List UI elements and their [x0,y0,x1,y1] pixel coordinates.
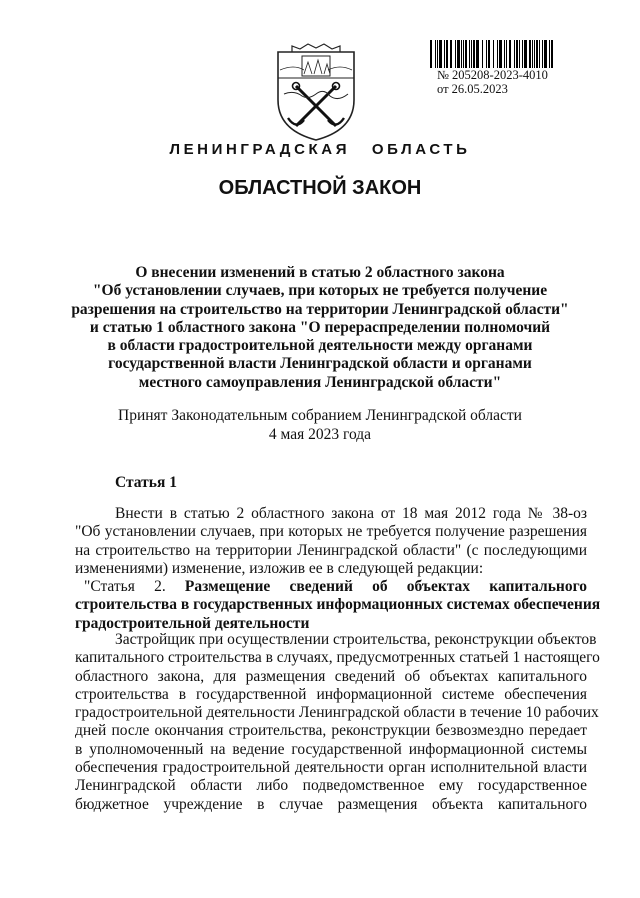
doc-number: № 205208-2023-4010 [437,68,548,82]
text-line: дней после окончания строительства, реконструкции безвозмездно передает [75,722,587,740]
text-line: бюджетное учреждение в случае размещения объекта капитального [75,795,587,813]
text-line: изменениями) изменение, изложив ее в следующей редакции: [75,559,484,577]
text-line: в уполномоченный на ведение государственной информационной системы [75,740,587,758]
doc-date: от 26.05.2023 [437,82,508,96]
article-paragraph [75,631,600,814]
law-type-heading: ОБЛАСТНОЙ ЗАКОН [218,177,422,199]
law-title [60,264,580,392]
title-line: О внесении изменений в статью 2 областного закона [135,264,505,281]
quoted-article-label: "Статья 2. [84,578,166,596]
title-line: "Об установлении случаев, при которых не требуется получение [92,282,548,300]
title-line: местного самоуправления Ленинградской области" [138,373,502,391]
text-line: на строительство на территории Ленинградской области" (с последующими [75,541,587,559]
document-registration-number [437,68,548,96]
text-line: Внести в статью 2 областного закона от 18 мая 2012 года № 38-оз [115,505,587,522]
adoption-line: 4 мая 2023 года [268,425,372,443]
quoted-article-title: Размещение сведений об объектах капитального [184,578,588,596]
leningrad-oblast-coat-of-arms-icon [274,38,358,142]
quoted-article-heading-line [75,578,587,596]
text-line: градостроительной деятельности Ленинградской области в течение 10 рабочих [75,704,599,722]
article-heading: Статья 1 [115,474,177,491]
adoption-line: Принят Законодательным собранием Ленинградской области [118,407,522,424]
title-line: государственной власти Ленинградской области и органами [108,355,532,373]
text-line: "Об установлении случаев, при которых не требуется получение разрешения [75,523,587,541]
title-line: разрешения на строительство на территории Ленинградской области" [71,300,569,318]
quoted-article-title-line: строительства в государственных информационных системах обеспечения [75,596,601,614]
text-line: капитального строительства в случаях, предусмотренных статьей 1 настоящего [75,649,600,667]
quoted-article-title-line: градостроительной деятельности [75,614,310,632]
text-line: Застройщик при осуществлении строительства, реконструкции объектов [115,631,597,648]
text-line: областного закона, для размещения сведений об объектах капитального [75,667,587,685]
text-line: Ленинградской области либо подведомственное ему государственное [75,777,587,795]
text-line: строительства в государственной информационной системе обеспечения [75,685,587,703]
title-line: в области градостроительной деятельности между органами [107,337,533,355]
barcode-icon [430,40,555,68]
title-line: и статью 1 областного закона "О перераспределении полномочий [89,318,551,336]
article-paragraph [75,505,601,633]
text-line: обеспечения градостроительной деятельности орган исполнительной власти [75,759,587,777]
region-heading: ЛЕНИНГРАДСКАЯ ОБЛАСТЬ [169,141,471,158]
adoption-note [60,407,580,444]
